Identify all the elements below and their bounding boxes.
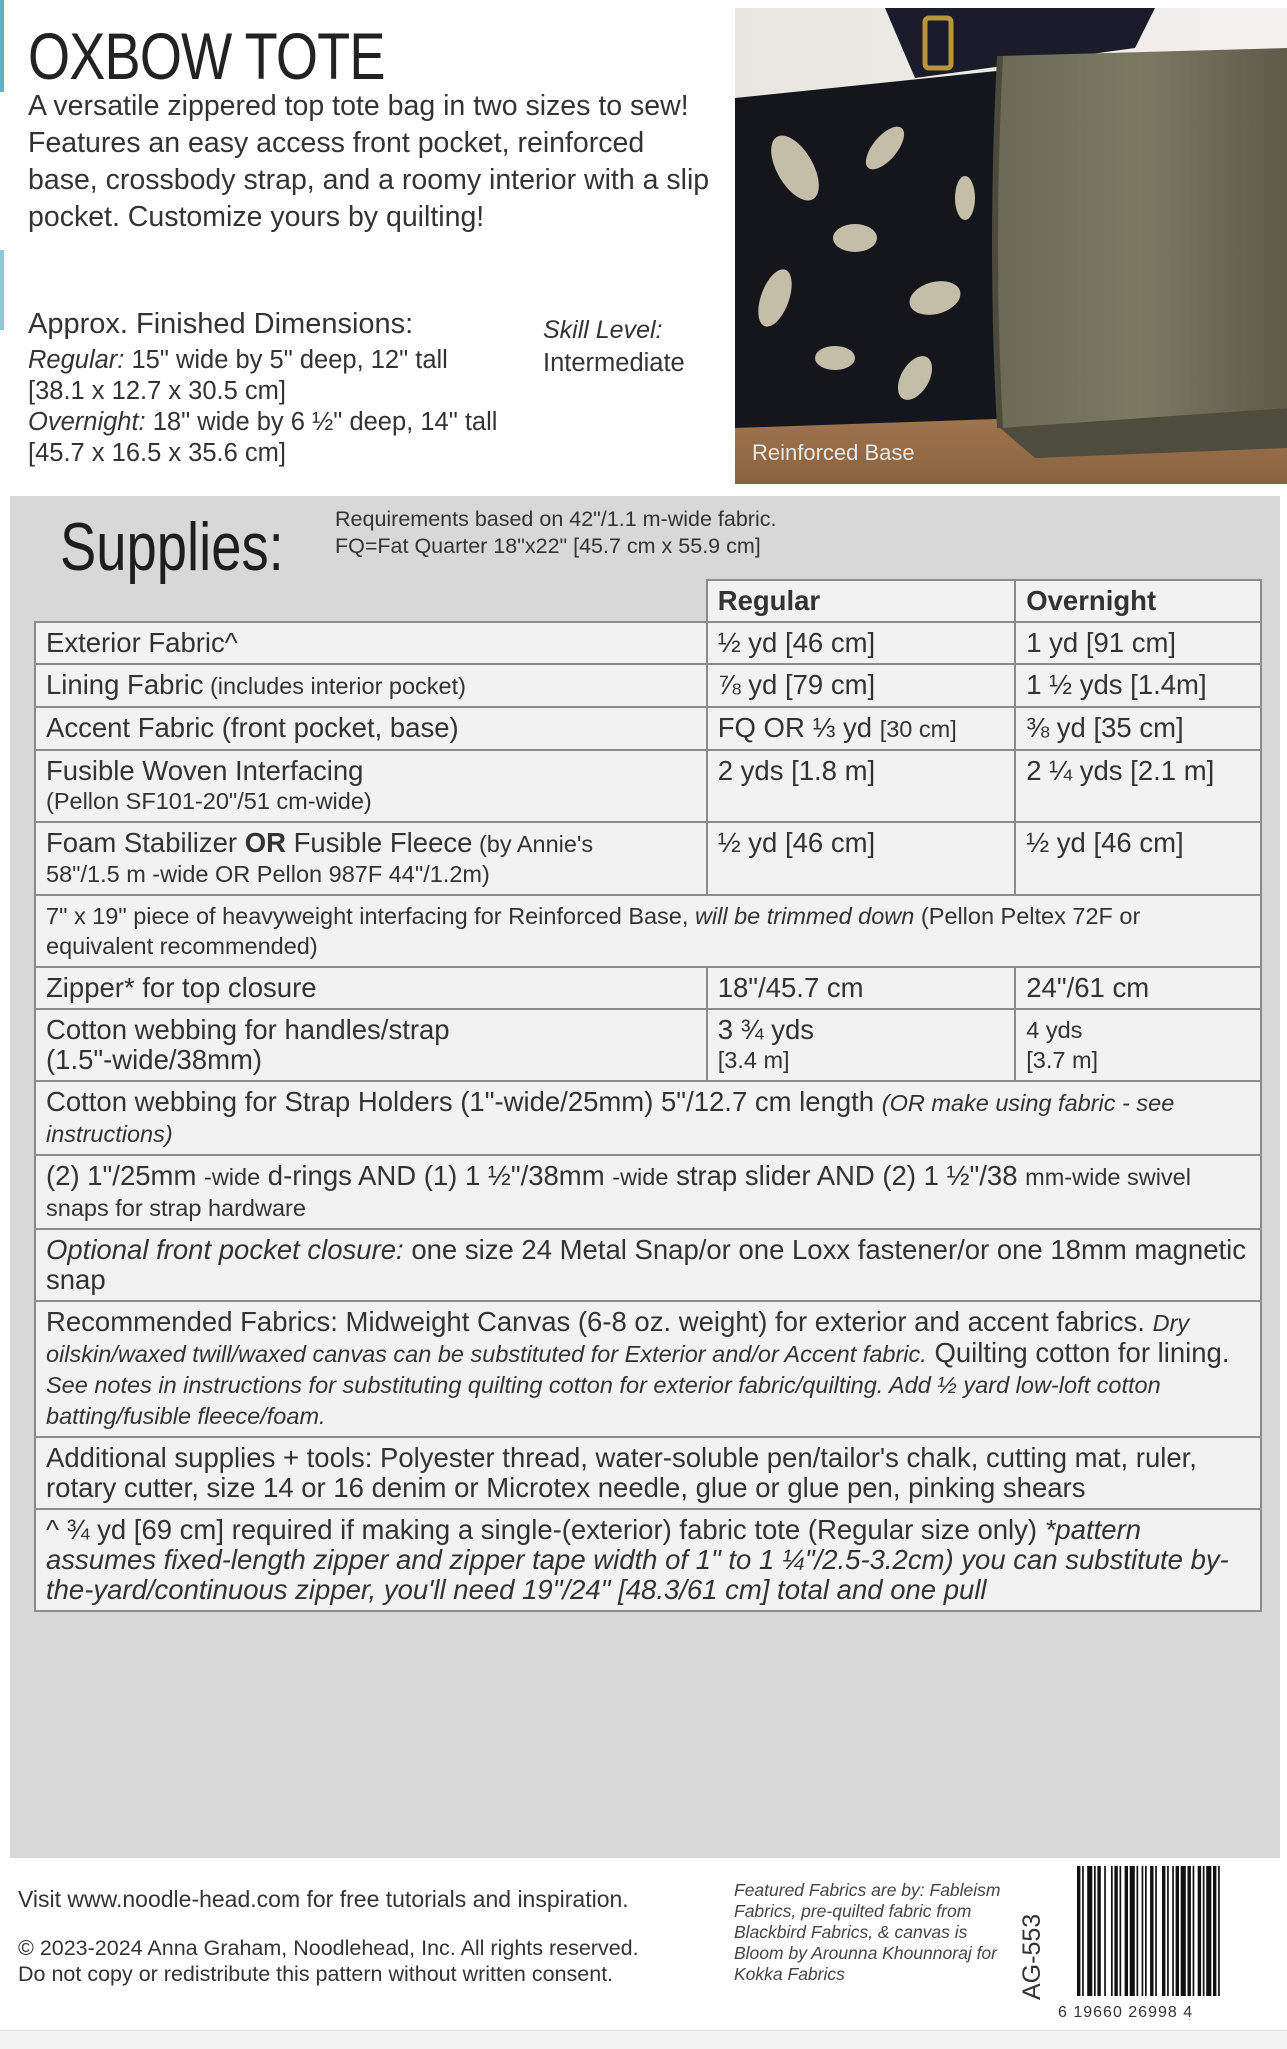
- full-width-cell: [35, 1229, 1261, 1301]
- row-text: 7" x 19" piece of heavyweight interfacing for Reinforced Base,: [46, 903, 695, 929]
- regular-value-main: 3 ¾ yds: [717, 1014, 815, 1045]
- overnight-value: 1 ½ yds [1.4m]: [1015, 664, 1261, 707]
- barcode-bar: [1130, 1866, 1135, 1996]
- row-text-italic: (OR make using fabric - see instructions): [46, 1090, 1175, 1147]
- barcode-bar: [1206, 1866, 1211, 1996]
- barcode-bar: [1181, 1866, 1186, 1996]
- full-width-cell: [35, 1509, 1261, 1611]
- table-header-row: [35, 580, 1261, 622]
- row-text: Recommended Fabrics: Midweight Canvas (6-8 oz. weight) for exterior and accent fabrics.: [46, 1306, 1153, 1337]
- barcode-bar: [1198, 1866, 1201, 1996]
- overnight-value-main: 4 yds: [1026, 1017, 1083, 1043]
- barcode-bar: [1167, 1866, 1169, 1996]
- row-label: Zipper* for top closure: [35, 967, 707, 1009]
- overnight-label: Overnight:: [28, 408, 146, 436]
- row-label-note: (by Annie's: [472, 831, 594, 857]
- barcode-bar: [1188, 1866, 1191, 1996]
- regular-value: 18"/45.7 cm: [707, 967, 1016, 1009]
- barcode-bar: [1111, 1866, 1113, 1996]
- barcode-bar: [1145, 1866, 1147, 1996]
- row-label-main: Fusible Fleece: [285, 827, 473, 858]
- barcode-number: 6 19660 26998 4: [1058, 2004, 1194, 2021]
- barcode-bar: [1087, 1866, 1092, 1996]
- row-label: [35, 664, 707, 707]
- barcode: [1073, 1866, 1287, 2016]
- row-text: one size 24 Metal Snap/or one Loxx fastener/or one 18mm magnetic snap: [46, 1234, 1246, 1295]
- supplies-table: [34, 579, 1262, 1612]
- regular-label: Regular:: [28, 346, 125, 374]
- overnight-dimensions: 18" wide by 6 ½" deep, 14" tall [45.7 x 16.5 x 35.6 cm]: [28, 408, 498, 467]
- barcode-bar: [1125, 1866, 1128, 1996]
- col-regular: Regular: [707, 580, 1016, 622]
- barcode-bar: [1137, 1866, 1139, 1996]
- regular-value: 2 yds [1.8 m]: [707, 750, 1016, 822]
- regular-value-metric: [30 cm]: [879, 716, 957, 742]
- row-text: (Pellon Peltex 72F or equivalent recommended): [46, 903, 1141, 959]
- fat-quarter-note: FQ=Fat Quarter 18"x22" [45.7 cm x 55.9 cm]: [335, 534, 761, 558]
- copyright: [18, 1935, 639, 1987]
- row-label-main: Lining Fabric: [46, 669, 204, 700]
- supplies-note: [335, 506, 776, 560]
- supplies-title: Supplies:: [60, 509, 284, 585]
- table-row: [35, 1155, 1261, 1229]
- row-label: [35, 750, 707, 822]
- barcode-bar: [1155, 1866, 1157, 1996]
- regular-dimensions: 15" wide by 5" deep, 12" tall [38.1 x 12.7 x 30.5 cm]: [28, 346, 448, 405]
- row-label: [35, 1009, 707, 1081]
- header-blank-cell: [35, 580, 707, 622]
- row-text: (2) 1"/25mm: [46, 1160, 204, 1191]
- copyright-line: Do not copy or redistribute this pattern without written consent.: [18, 1962, 614, 1986]
- row-label: Accent Fabric (front pocket, base): [35, 707, 707, 750]
- barcode-bar: [1218, 1866, 1220, 1996]
- overnight-value: ⅜ yd [35 cm]: [1015, 707, 1261, 750]
- barcode-bar: [1082, 1866, 1084, 1996]
- row-text-small: -wide: [612, 1164, 669, 1190]
- row-label-note: (includes interior pocket): [203, 673, 466, 699]
- table-row: [35, 895, 1261, 967]
- photo-caption: Reinforced Base: [752, 440, 915, 465]
- regular-value: ⅞ yd [79 cm]: [707, 664, 1016, 707]
- row-text-italic: *pattern assumes fixed-length zipper and zipper tape width of 1" to 1 ¼"/2.5-3.2cm) you can substitute by-the-yard/continuous zipper, you'll need 19"/24" [48.3/61 cm] total and one pull: [46, 1514, 1229, 1605]
- edge-accent: [0, 250, 4, 330]
- barcode-bar: [1203, 1866, 1205, 1996]
- regular-value-main: FQ OR ⅓ yd: [717, 712, 880, 743]
- overnight-value: 24"/61 cm: [1015, 967, 1261, 1009]
- barcode-bar: [1120, 1866, 1122, 1996]
- barcode-bar: [1142, 1866, 1144, 1996]
- or-emphasis: OR: [244, 827, 286, 858]
- table-row: [35, 1301, 1261, 1437]
- barcode-bar: [1172, 1866, 1174, 1996]
- skill-level-value: Intermediate: [543, 349, 685, 377]
- full-width-cell: [35, 1301, 1261, 1437]
- fabric-width-note: Requirements based on 42"/1.1 m-wide fabric.: [335, 507, 777, 531]
- overnight-value: [1015, 1009, 1261, 1081]
- overnight-value: ½ yd [46 cm]: [1015, 822, 1261, 895]
- regular-value-metric: [3.4 m]: [717, 1047, 790, 1073]
- pattern-code: AG-553: [1018, 1913, 1046, 2000]
- barcode-bar: [1176, 1866, 1179, 1996]
- row-label-main: Cotton webbing for handles/strap: [46, 1014, 450, 1045]
- row-label-main: Fusible Woven Interfacing: [46, 755, 364, 786]
- full-width-cell: Additional supplies + tools: Polyester thread, water-soluble pen/tailor's chalk, cutting mat, ruler, rotary cutter, size 14 or 16 denim or Microtex needle, glue or glue pen, pinking shears: [35, 1437, 1261, 1509]
- regular-value: [707, 707, 1016, 750]
- barcode-bar: [1104, 1866, 1106, 1996]
- row-text: strap slider AND (2) 1 ½"/38: [668, 1160, 1026, 1191]
- barcode-bar: [1150, 1866, 1153, 1996]
- barcode-bar: [1094, 1866, 1096, 1996]
- row-label: [35, 822, 707, 895]
- page-bottom-strip: [0, 2030, 1287, 2049]
- regular-value: [707, 1009, 1016, 1081]
- pattern-description: A versatile zippered top tote bag in two sizes to sew! Features an easy access front pocket, reinforced base, crossbody strap, and a roomy interior with a slip pocket. Customize yours by quilting!: [28, 90, 710, 233]
- full-width-cell: [35, 1081, 1261, 1155]
- row-label-main: Foam Stabilizer: [46, 827, 245, 858]
- edge-accent: [0, 0, 4, 92]
- table-row: [35, 967, 1261, 1009]
- pattern-title: OXBOW TOTE: [28, 19, 385, 93]
- row-text-small: mm-wide swivel snaps for strap hardware: [46, 1164, 1191, 1221]
- table-row: [35, 1509, 1261, 1611]
- barcode-bar: [1213, 1866, 1216, 1996]
- skill-level-label: Skill Level:: [543, 316, 663, 344]
- row-text: d-rings AND (1) 1 ½"/38mm: [260, 1160, 613, 1191]
- website-note: Visit www.noodle-head.com for free tutorials and inspiration.: [18, 1886, 629, 1912]
- row-text: Quilting cotton for lining.: [926, 1337, 1230, 1368]
- row-label-note: 58"/1.5 m -wide OR Pellon 987F 44"/1.2m): [46, 861, 490, 887]
- featured-fabrics: Featured Fabrics are by: Fableism Fabrics, pre-quilted fabric from Blackbird Fabrics, & canvas is Bloom by Arounna Khounnoraj for Kokka Fabrics: [734, 1880, 1001, 1984]
- row-text-italic: Optional front pocket closure:: [46, 1234, 404, 1265]
- table-row: [35, 1229, 1261, 1301]
- barcode-bar: [1193, 1866, 1195, 1996]
- table-row: [35, 1081, 1261, 1155]
- full-width-cell: [35, 1155, 1261, 1229]
- table-row: [35, 1437, 1261, 1509]
- row-text: Cotton webbing for Strap Holders (1"-wide/25mm) 5"/12.7 cm length: [46, 1086, 882, 1117]
- row-text-italic: See notes in instructions for substituting quilting cotton for exterior fabric/quilting. Add ½ yard low-loft cotton batting/fusible fleece/foam.: [46, 1372, 1161, 1429]
- table-row: [35, 1009, 1261, 1081]
- overnight-value: 2 ¼ yds [2.1 m]: [1015, 750, 1261, 822]
- row-text-italic: Dry oilskin/waxed twill/waxed canvas can be substituted for Exterior and/or Accent fabric.: [46, 1310, 1190, 1367]
- overnight-value-metric: [3.7 m]: [1026, 1047, 1099, 1073]
- full-width-cell: [35, 895, 1261, 967]
- regular-value: ½ yd [46 cm]: [707, 622, 1016, 664]
- tote-photo: [735, 8, 1287, 484]
- barcode-bar: [1097, 1866, 1100, 1996]
- row-label: Exterior Fabric^: [35, 622, 707, 664]
- table-row: [35, 750, 1261, 822]
- row-text-italic: will be trimmed down: [694, 903, 915, 929]
- barcode-bar: [1162, 1866, 1165, 1996]
- dimensions-heading: Approx. Finished Dimensions:: [28, 308, 414, 340]
- row-label-note: (1.5"-wide/38mm): [46, 1044, 263, 1075]
- overnight-value: 1 yd [91 cm]: [1015, 622, 1261, 664]
- barcode-bar: [1077, 1866, 1080, 1996]
- dimensions-text: [28, 345, 508, 469]
- row-text-small: -wide: [204, 1164, 261, 1190]
- row-label-note: (Pellon SF101-20"/51 cm-wide): [46, 788, 372, 814]
- table-row: [35, 707, 1261, 750]
- table-row: [35, 664, 1261, 707]
- table-row: [35, 622, 1261, 664]
- row-text: ^ ¾ yd [69 cm] required if making a single-(exterior) fabric tote (Regular size only): [46, 1514, 1045, 1545]
- regular-value: ½ yd [46 cm]: [707, 822, 1016, 895]
- table-row: [35, 822, 1261, 895]
- copyright-line: © 2023-2024 Anna Graham, Noodlehead, Inc. All rights reserved.: [18, 1936, 639, 1960]
- col-overnight: Overnight: [1015, 580, 1261, 622]
- barcode-bar: [1114, 1866, 1117, 1996]
